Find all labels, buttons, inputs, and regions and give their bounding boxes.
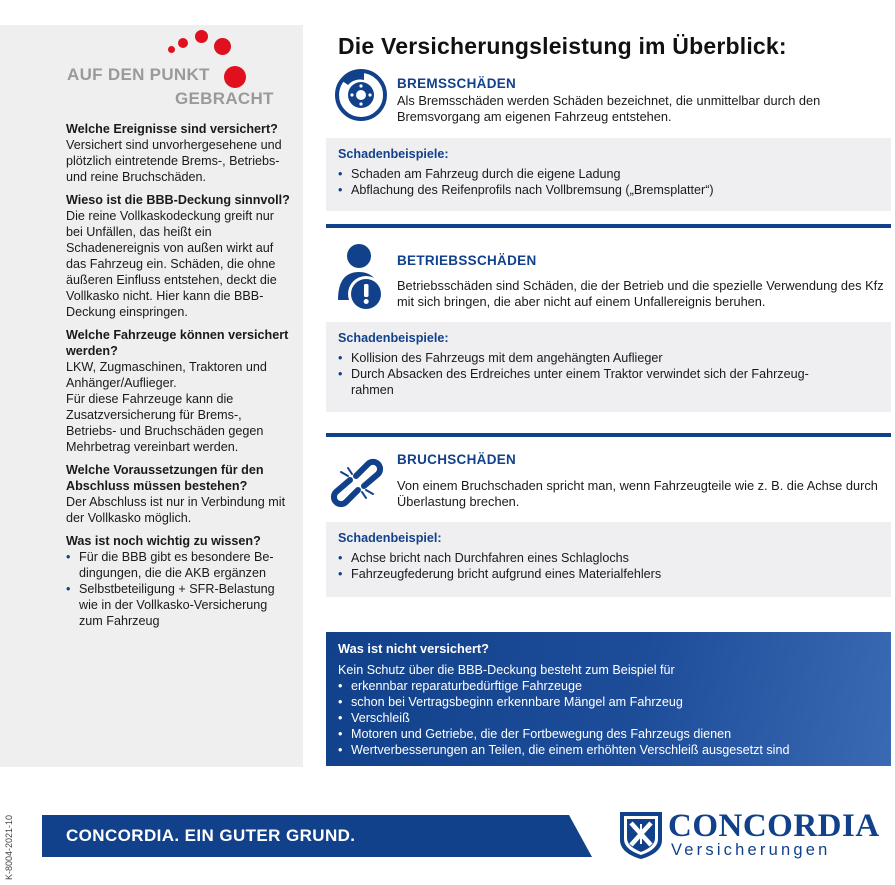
not-insured-item: • Wertverbesserungen an Teilen, die einem erhöhten Verschleiß ausgesetzt sind	[338, 742, 879, 758]
section-title: BETRIEBSSCHÄDEN	[397, 253, 537, 268]
broken-chain-icon	[326, 458, 388, 512]
not-insured-item: • Motoren und Getriebe, die der Fortbewegung des Fahrzeugs dienen	[338, 726, 879, 742]
slogan-banner	[42, 815, 592, 857]
example-list	[338, 550, 879, 582]
section-divider	[326, 433, 891, 437]
not-insured-item: • schon bei Vertragsbeginn erkennbare Mängel am Fahrzeug	[338, 694, 879, 710]
example-title: Schadenbeispiele:	[338, 331, 449, 345]
example-title: Schadenbeispiel:	[338, 531, 442, 545]
concordia-logo	[618, 808, 888, 863]
brake-disc-icon	[334, 68, 388, 122]
concordia-shield-icon	[618, 810, 664, 860]
section-title: BRUCHSCHÄDEN	[397, 452, 517, 467]
not-insured-intro: Kein Schutz über die BBB-Deckung besteht zum Beispiel für	[338, 663, 675, 677]
brand-slogan-line2: GEBRACHT	[175, 89, 274, 108]
page-title: Die Versicherungsleistung im Überblick:	[338, 33, 787, 59]
example-title: Schadenbeispiele:	[338, 147, 449, 161]
example-list	[338, 350, 879, 398]
example-item: • Abflachung des Reifenprofils nach Vollbremsung („Bremsplatter“)	[338, 182, 879, 198]
example-item: • Fahrzeugfederung bricht aufgrund eines Materialfehlers	[338, 566, 879, 582]
brand-slogan-line1: AUF DEN PUNKT	[67, 65, 210, 84]
example-item: • Durch Absacken des Erdreiches unter einem Traktor verwindet sich der Fahrzeug-rahmen	[338, 366, 879, 398]
faq-list	[66, 121, 292, 629]
section-description: Als Bremsschäden werden Schäden bezeichnet, die unmittelbar durch den Bremsvorgang am eigenen Fahrzeug entstehen.	[397, 93, 821, 124]
faq-question: Welche Fahrzeuge können versichert werden?	[66, 328, 289, 358]
not-insured-item: • erkennbar reparaturbedürftige Fahrzeuge	[338, 678, 879, 694]
not-insured-title: Was ist nicht versichert?	[338, 641, 490, 656]
section-description: Von einem Bruchschaden spricht man, wenn Fahrzeugteile wie z. B. die Achse durch Überlastung brechen.	[397, 478, 878, 509]
faq-question: Wieso ist die BBB-Deckung sinnvoll?	[66, 193, 290, 207]
logo-subtitle: Versicherungen	[671, 841, 831, 859]
not-insured-item: • Verschleiß	[338, 710, 879, 726]
not-insured-list	[338, 678, 879, 758]
faq-bullet: • Für die BBB gibt es besondere Be-dingungen, die die AKB ergänzen	[66, 549, 292, 581]
faq-bullet: • Selbstbeteiligung + SFR-Belastung wie in der Vollkasko-Versicherung zum Fahrzeug	[66, 581, 292, 629]
section-title: BREMSSCHÄDEN	[397, 76, 517, 91]
example-box	[326, 138, 891, 211]
document-code: K-8004-2021-10	[4, 814, 14, 880]
person-warning-icon	[334, 242, 388, 316]
faq-answer: Der Abschluss ist nur in Verbindung mit der Vollkasko möglich.	[66, 495, 286, 525]
faq-answer: Versichert sind unvorhergesehene und plötzlich eintretende Brems-, Betriebs- und reine Bruchschäden.	[66, 138, 282, 184]
faq-answer: LKW, Zugmaschinen, Traktoren und Anhänger/Auflieger.	[66, 360, 267, 390]
faq-question: Welche Voraussetzungen für den Abschluss müssen bestehen?	[66, 463, 264, 493]
sidebar-panel	[0, 25, 303, 767]
example-item: • Schaden am Fahrzeug durch die eigene Ladung	[338, 166, 879, 182]
faq-question: Welche Ereignisse sind versichert?	[66, 122, 278, 136]
example-list	[338, 166, 879, 198]
faq-answer: Die reine Vollkaskodeckung greift nur bei Unfällen, das heißt ein Schadenereignis von außen wirkt auf das Fahrzeug ein. Schäden, die ohne äußeren Einfluss entstehen, deckt die Vollkasko nicht. Hier kann die BBB-Deckung einspringen.	[66, 209, 277, 319]
logo-wordmark: CONCORDIA	[668, 808, 880, 844]
example-box	[326, 522, 891, 597]
faq-answer: Für diese Fahrzeuge kann die Zusatzversicherung für Brems-, Betriebs- und Bruchschäden gegen Mehrbetrag vereinbart werden.	[66, 392, 264, 454]
section-description: Betriebsschäden sind Schäden, die der Betrieb und die spezielle Verwendung des Kfz mit sich bringen, die aber nicht auf einem Unfallereignis beruhen.	[397, 278, 884, 309]
example-box	[326, 322, 891, 412]
not-insured-box	[326, 632, 891, 766]
faq-bullet-list	[66, 549, 292, 629]
example-item: • Kollision des Fahrzeugs mit dem angehängten Auflieger	[338, 350, 879, 366]
slogan-text: CONCORDIA. EIN GUTER GRUND.	[66, 826, 356, 845]
section-divider	[326, 224, 891, 228]
faq-question: Was ist noch wichtig zu wissen?	[66, 534, 261, 548]
example-item: • Achse bricht nach Durchfahren eines Schlaglochs	[338, 550, 879, 566]
